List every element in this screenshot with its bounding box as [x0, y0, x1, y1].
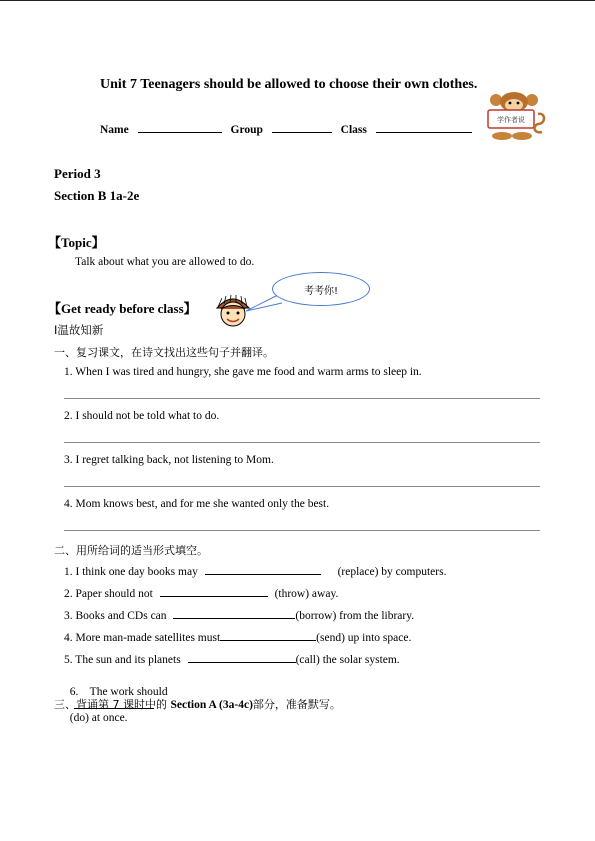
- group-field[interactable]: [272, 122, 332, 133]
- q2-blank-5[interactable]: [188, 652, 296, 663]
- q3-text-bold: Section A (3a-4c): [170, 699, 253, 711]
- q2-item-2-text: 2. Paper should not: [64, 588, 153, 600]
- q3-text-post: 部分，准备默写。: [252, 698, 341, 711]
- answer-line-4[interactable]: [64, 530, 540, 531]
- answer-line-3[interactable]: [64, 486, 540, 487]
- q1-item-3: 3. I regret talking back, not listening to Mom.: [64, 454, 274, 466]
- q2-item-3: [64, 608, 414, 622]
- topic-heading: 【Topic】: [48, 235, 105, 250]
- q2-blank-4[interactable]: [220, 630, 316, 641]
- q2-item-6-hint: (do) at once.: [69, 712, 128, 724]
- page-title: Unit 7 Teenagers should be allowed to choose their own clothes.: [100, 77, 478, 92]
- class-field[interactable]: [376, 122, 472, 133]
- q2-item-6-text: 6. The work should: [69, 686, 168, 698]
- q1-item-2: 2. I should not be told what to do.: [64, 410, 220, 422]
- q1-item-1: 1. When I was tired and hungry, she gave me food and warm arms to sleep in.: [64, 366, 422, 378]
- answer-line-2[interactable]: [64, 442, 540, 443]
- top-border-line: [0, 0, 595, 1]
- answer-line-1[interactable]: [64, 398, 540, 399]
- q2-blank-2[interactable]: [160, 586, 268, 597]
- q2-item-5-text: 5. The sun and its planets: [64, 654, 181, 666]
- q2-item-1: [64, 564, 446, 578]
- q2-item-3-text: 3. Books and CDs can: [64, 610, 167, 622]
- q2-item-2: [64, 586, 338, 600]
- question-one-title: 一、复习课文，在诗文找出这些句子并翻译。: [54, 346, 274, 359]
- q2-item-5-hint: (call) the solar system.: [295, 654, 400, 666]
- section-heading: Section B 1a-2e: [54, 188, 140, 203]
- part-one-heading: Ⅰ温故知新: [54, 323, 104, 337]
- q2-item-2-hint: (throw) away.: [274, 588, 339, 600]
- q2-item-4-hint: (send) up into space.: [316, 632, 412, 644]
- q2-item-1-text: 1. I think one day books may: [64, 566, 198, 578]
- q2-blank-3[interactable]: [173, 608, 295, 619]
- q2-item-4-text: 4. More man-made satellites must: [64, 632, 221, 644]
- group-label: Group: [230, 124, 263, 136]
- period-heading: Period 3: [54, 166, 101, 181]
- q2-item-5: [64, 652, 400, 666]
- get-ready-heading: 【Get ready before class】: [48, 301, 197, 316]
- q1-item-4: 4. Mom knows best, and for me she wanted only the best.: [64, 498, 330, 510]
- speech-bubble: [272, 272, 370, 306]
- class-label: Class: [340, 124, 367, 136]
- question-three: [54, 696, 341, 712]
- q3-text-pre: 三、背诵第 7 课时中的: [54, 698, 167, 711]
- monkey-sign-text: 学作者说: [497, 116, 525, 124]
- question-two-title: 二、用所给词的适当形式填空。: [54, 544, 208, 557]
- name-label: Name: [100, 124, 129, 136]
- q2-blank-1[interactable]: [205, 564, 321, 575]
- q2-item-3-hint: (borrow) from the library.: [295, 610, 415, 622]
- name-group-class-row: [100, 122, 472, 136]
- speech-bubble-text: 考考你!: [303, 286, 338, 297]
- monkey-sign-illustration: [484, 92, 548, 144]
- name-field[interactable]: [138, 122, 222, 133]
- cartoon-face-icon: [214, 294, 252, 328]
- q2-item-4: [64, 630, 411, 644]
- topic-text: Talk about what you are allowed to do.: [75, 256, 255, 268]
- q2-item-1-hint: (replace) by computers.: [337, 566, 447, 578]
